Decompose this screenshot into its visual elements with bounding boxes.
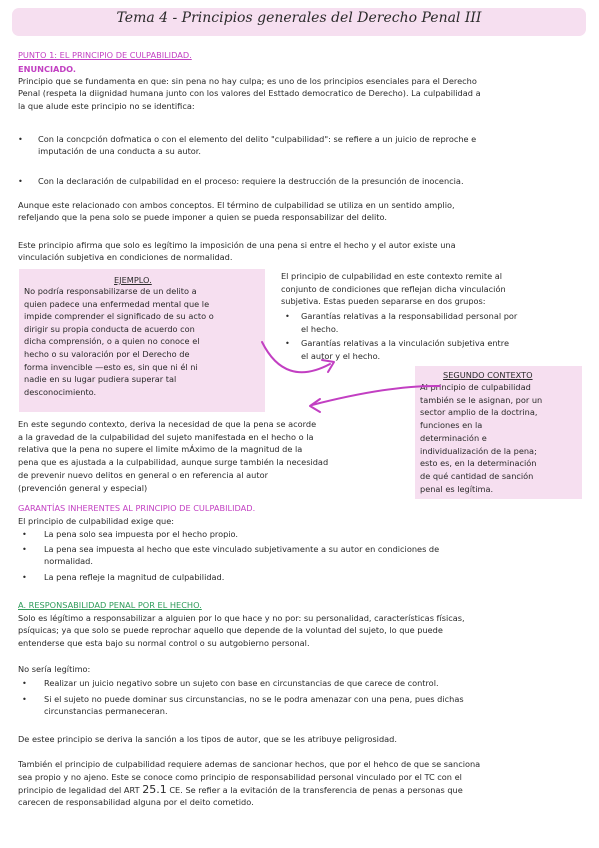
text-line: Garantías relativas a la vinculación subjetiva entre — [301, 338, 509, 348]
bullet-item — [18, 677, 588, 689]
bullet-icon: • — [22, 694, 27, 704]
text-line: La pena refleje la magnitud de culpabilidad. — [44, 572, 225, 582]
text-line: penal es legítima. — [420, 483, 494, 494]
arrow-head-icon — [310, 399, 320, 412]
text-line: Si el sujeto no puede dominar sus circunstancias, no se le podra amenazar con una pena, pues dichas — [44, 694, 464, 704]
text-line: No podría responsabilizarse de un delito a — [24, 286, 197, 296]
example-label: EJEMPLO. — [114, 275, 152, 285]
text-line: impide comprender el significado de su acto o — [24, 311, 214, 322]
text-line: Realizar un juicio negativo sobre un sujeto con base en circunstancias de que carece de control. — [44, 678, 439, 688]
text-line: el hecho. — [301, 323, 339, 334]
text-line: el autor y el hecho. — [301, 350, 381, 361]
text-line: forma invencible —esto es, sin que ni él ni — [24, 361, 198, 372]
text-line: pena que es ajustada a la culpabilidad, aunque surge también la necesidad — [18, 457, 329, 468]
text-line: carecen de responsabilidad alguna por el deito cometido. — [18, 797, 254, 808]
bullet-icon: • — [22, 544, 27, 554]
text-line: subjetiva. Estas pueden separarse en dos grupos: — [281, 296, 486, 307]
text-line: Con la declaración de culpabilidad en el proceso: requiere la destrucción de la presunción de inocencia. — [38, 176, 464, 186]
paragraph — [18, 758, 480, 809]
text-line: dicha comprensión, o a quien no conoce el — [24, 336, 200, 347]
text-line: de prevenir nuevo delitos en general o en referencia al autor — [18, 469, 268, 480]
text-line: El principio de culpabilidad exige que: — [18, 516, 175, 526]
text-line: conjunto de condiciones que reflejan dicha vinculación — [281, 283, 506, 294]
text-line: Penal (respeta la diignidad humana junto con los valores del Esttado democratico de Derecho). La culpabilidad a — [18, 88, 481, 99]
text-line: Aunque este relacionado con ambos conceptos. El término de culpabilidad se utiliza en un sentido amplio, — [18, 200, 455, 210]
text-line: Con la concpción dofmatica o con el elemento del delito "culpabilidad": se refiere a un juicio de reproche e — [38, 134, 477, 144]
section-heading: GARANTÍAS INHERENTES AL PRINCIPIO DE CULPABILIDAD. — [18, 503, 256, 513]
text-line: sea propio y no ajeno. Este se conoce como principio de responsabilidad personal vinculado por el TC con el — [18, 771, 462, 782]
article-number: 25.1 — [142, 782, 167, 796]
text-line: Este principio afirma que solo es legítimo la imposición de una pena si entre el hecho y el autor existe una — [18, 240, 456, 250]
text-line: funciones en la — [420, 420, 483, 431]
text-line: Principio que se fundamenta en que: sin pena no hay culpa; es uno de los principios esenciales para el Derecho — [18, 76, 477, 86]
text-line: Garantías relativas a la responsabilidad personal por — [301, 311, 518, 321]
text-line: normalidad. — [44, 556, 93, 567]
second-context-label: SEGUNDO CONTEXTO — [443, 370, 533, 380]
text-line: dirigir su propia conducta de acuerdo con — [24, 323, 195, 334]
text-line: quien padece una enfermedad mental que le — [24, 298, 210, 309]
bullet-item — [18, 571, 588, 583]
bullet-icon: • — [285, 311, 290, 321]
text-line: Al principio de culpabilidad — [420, 382, 531, 392]
text-line: También el principio de culpabilidad requiere ademas de sancionar hechos, que por el hehco de que se sanciona — [18, 759, 481, 769]
text-line: En este segundo contexto, deriva la necesidad de que la pena se acorde — [18, 419, 317, 429]
subheading: ENUNCIADO. — [18, 64, 77, 74]
text-line: hecho o su valoración por el Derecho de — [24, 348, 190, 359]
bullet-icon: • — [22, 678, 27, 688]
arrow-to-context — [262, 342, 330, 372]
bullet-icon: • — [18, 134, 23, 144]
text-line: imputación de una conducta a su autor. — [38, 146, 202, 157]
text-line: esto es, en la determinación — [420, 458, 537, 469]
text-line: De estee principio se deriva la sanción a los tipos de autor, que se les atribuye peligrosidad. — [18, 734, 397, 744]
text-line: circunstancias permaneceran. — [44, 706, 168, 717]
arrow-to-paragraph — [312, 386, 440, 405]
text-line: entenderse que esta bajo su normal control o su autgobierno personal. — [18, 637, 310, 648]
bullet-icon: • — [285, 338, 290, 348]
text-line: La pena sea impuesta al hecho que este vinculado subjetivamente a su autor en condiciones de — [44, 544, 440, 554]
text-line: a la gravedad de la culpabilidad del sujeto manifestada en el hecho o la — [18, 431, 314, 442]
paragraph — [18, 418, 328, 494]
text-line: vinculación subjetiva en condiciones de normalidad. — [18, 252, 233, 263]
text-line: la que alude este principio no se identifica: — [18, 100, 195, 111]
text-line: La pena solo sea impuesta por el hecho propio. — [44, 529, 239, 539]
page-title: Tema 4 - Principios generales del Derecho Penal III — [116, 10, 482, 26]
bullet-icon: • — [22, 572, 27, 582]
text-line: individualización de la pena; — [420, 445, 537, 456]
bullet-icon: • — [18, 176, 23, 186]
bullet-item — [18, 693, 588, 718]
text-line: principio de legalidad del ART 25.1 CE. Se refier a la evitación de la transferencia de penas a personas que — [18, 782, 463, 796]
text-line: nadie en su lugar pudiera superar tal — [24, 374, 177, 385]
text-line: de qué cantidad de sanción — [420, 470, 534, 481]
bullet-item — [18, 528, 588, 540]
bullet-icon: • — [22, 529, 27, 539]
text-line: Solo es légítimo a responsabilizar a alguien por lo que hace y no por: su personalidad, características físicas, — [18, 613, 465, 623]
text-line: refeljando que la pena solo se puede imponer a quien se pueda responsabilizar del delito. — [18, 212, 387, 223]
paragraph — [18, 612, 465, 649]
text-line: relativa que la pena no supere el limite mÁximo de la magnitud de la — [18, 444, 303, 455]
text-line: No sería legítimo: — [18, 664, 91, 674]
section-heading: PUNTO 1: EL PRINCIPIO DE CULPABILIDAD. — [18, 50, 192, 60]
text-line: El principio de culpabilidad en este contexto remite al — [281, 271, 503, 281]
section-heading: A. RESPONSABILIDAD PENAL POR EL HECHO. — [18, 600, 202, 610]
text-line: (prevención general y especial) — [18, 482, 148, 493]
text-line: sector amplio de la doctrina, — [420, 407, 538, 418]
text-line: determinación e — [420, 432, 487, 443]
text-line: psíquicas; ya que solo se puede reprochar aquello que depende de la voluntad del sujeto, lo que puede — [18, 625, 443, 636]
text-line: desconocimiento. — [24, 386, 97, 397]
text-line: también se le asignan, por un — [420, 394, 543, 405]
bullet-item — [18, 543, 588, 568]
